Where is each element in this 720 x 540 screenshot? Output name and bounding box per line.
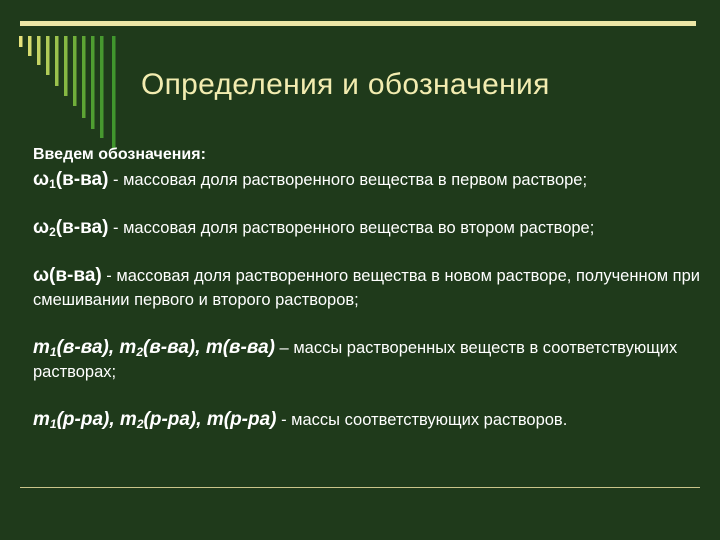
definition-text: – массы растворенных веществ в соответствующих растворах; — [33, 339, 678, 381]
decorative-bar — [112, 36, 116, 148]
definition-text: - массовая доля растворенного вещества в новом растворе, полученном при смешивании первого и второго растворов; — [33, 267, 701, 309]
definition-solute-masses — [33, 336, 715, 384]
decorative-bar — [55, 36, 59, 86]
definition-omega2 — [33, 216, 715, 240]
symbol-omega2: $\omega_2(в-ва)$ — [33, 217, 109, 239]
definition-text: - массовая доля растворенного вещества во втором растворе; — [108, 219, 595, 237]
decorative-bar — [19, 36, 23, 47]
decorative-bar — [28, 36, 32, 56]
symbol-solute-masses: $m_1(в-ва)$, $m_2(в-ва)$, m(в-ва) — [33, 337, 275, 359]
definition-solution-masses — [33, 408, 715, 432]
symbol-solution-masses: $m_1(р-ра)$, $m_2(р-ра)$, m(р-ра) — [33, 409, 277, 431]
decorative-bar — [64, 36, 68, 96]
decorative-bars — [0, 0, 130, 150]
definition-omega — [33, 264, 715, 312]
decorative-bar — [46, 36, 50, 75]
slide-title: Определения и обозначения — [141, 68, 550, 101]
decorative-bar — [37, 36, 41, 65]
decorative-bar — [91, 36, 95, 129]
symbol-omega1: $\omega_1(в-ва)$ — [33, 169, 109, 191]
definition-text: - массовая доля растворенного вещества в первом растворе; — [108, 171, 588, 189]
definition-omega1 — [33, 168, 715, 192]
bottom-rule — [20, 487, 700, 488]
definition-text: - массы соответствующих растворов. — [276, 411, 568, 429]
decorative-bar — [82, 36, 86, 118]
symbol-omega: ω(в-ва) — [33, 265, 102, 286]
decorative-bar — [73, 36, 77, 106]
intro-line: Введем обозначения: — [33, 146, 206, 163]
definitions-block — [33, 146, 715, 432]
decorative-bar — [100, 36, 104, 138]
